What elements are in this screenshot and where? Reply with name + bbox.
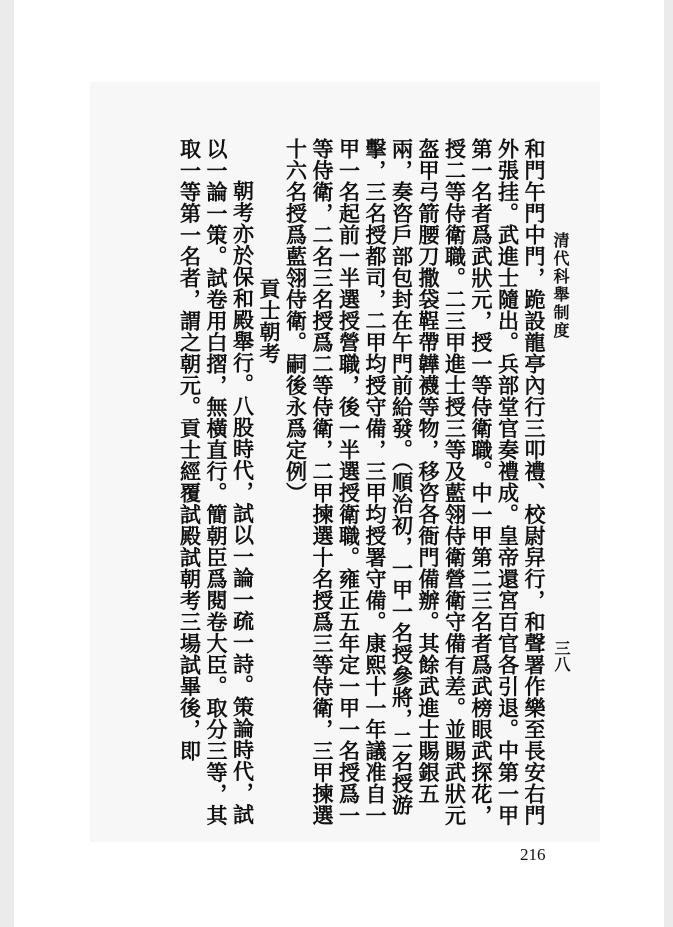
paragraph-chaokao: 朝考亦於保和殿舉行。八股時代，試以一論一疏一詩。策論時代，試以一論一策。試卷用白摺，無橫直行。簡朝臣爲閱卷大臣。取分三等，其取一等第一名者，謂之朝元。貢士經覆試殿試朝考三場試畢後，即	[177, 138, 256, 826]
paragraph-ceremony: 和門午門中門，跪設龍亭內行三叩禮、校尉舁行，和聲署作樂至長安右門外張挂。武進士隨出。兵部堂官奏禮成。皇帝還宮百官各引退。中第一甲第一名者爲武狀元，授一等侍衛職。中一甲第二三名者爲武榜眼武探花，授二等侍衛職。二三甲進士授三等及藍翎侍衛營衛守備有差。並賜武狀元盔甲弓箭腰刀撒袋鞓帶韡襪等物，移咨各衙門備辦。其餘武進士賜銀五兩，奏咨戶部包封在午門前給發。（順治初，一甲一名授參將，二名授游擊，三名授都司，二甲均授守備，三甲均授署守備。康熙十一年議准自一甲一名起前一半選授營職，後一半選授衛職。雍正五年定一甲一名授爲一等侍衛，二名三名授爲二等侍衛，二甲揀選十名授爲三等侍衛，三甲揀選十六名授爲藍翎侍衛。嗣後永爲定例）	[283, 138, 547, 826]
section-heading: 貢士朝考	[257, 278, 282, 364]
running-title: 清代科舉制度	[551, 232, 570, 340]
book-page	[14, 0, 664, 927]
body-text	[122, 138, 547, 828]
folio-number: 216	[520, 845, 546, 864]
section-page-number: 三八	[552, 640, 571, 672]
